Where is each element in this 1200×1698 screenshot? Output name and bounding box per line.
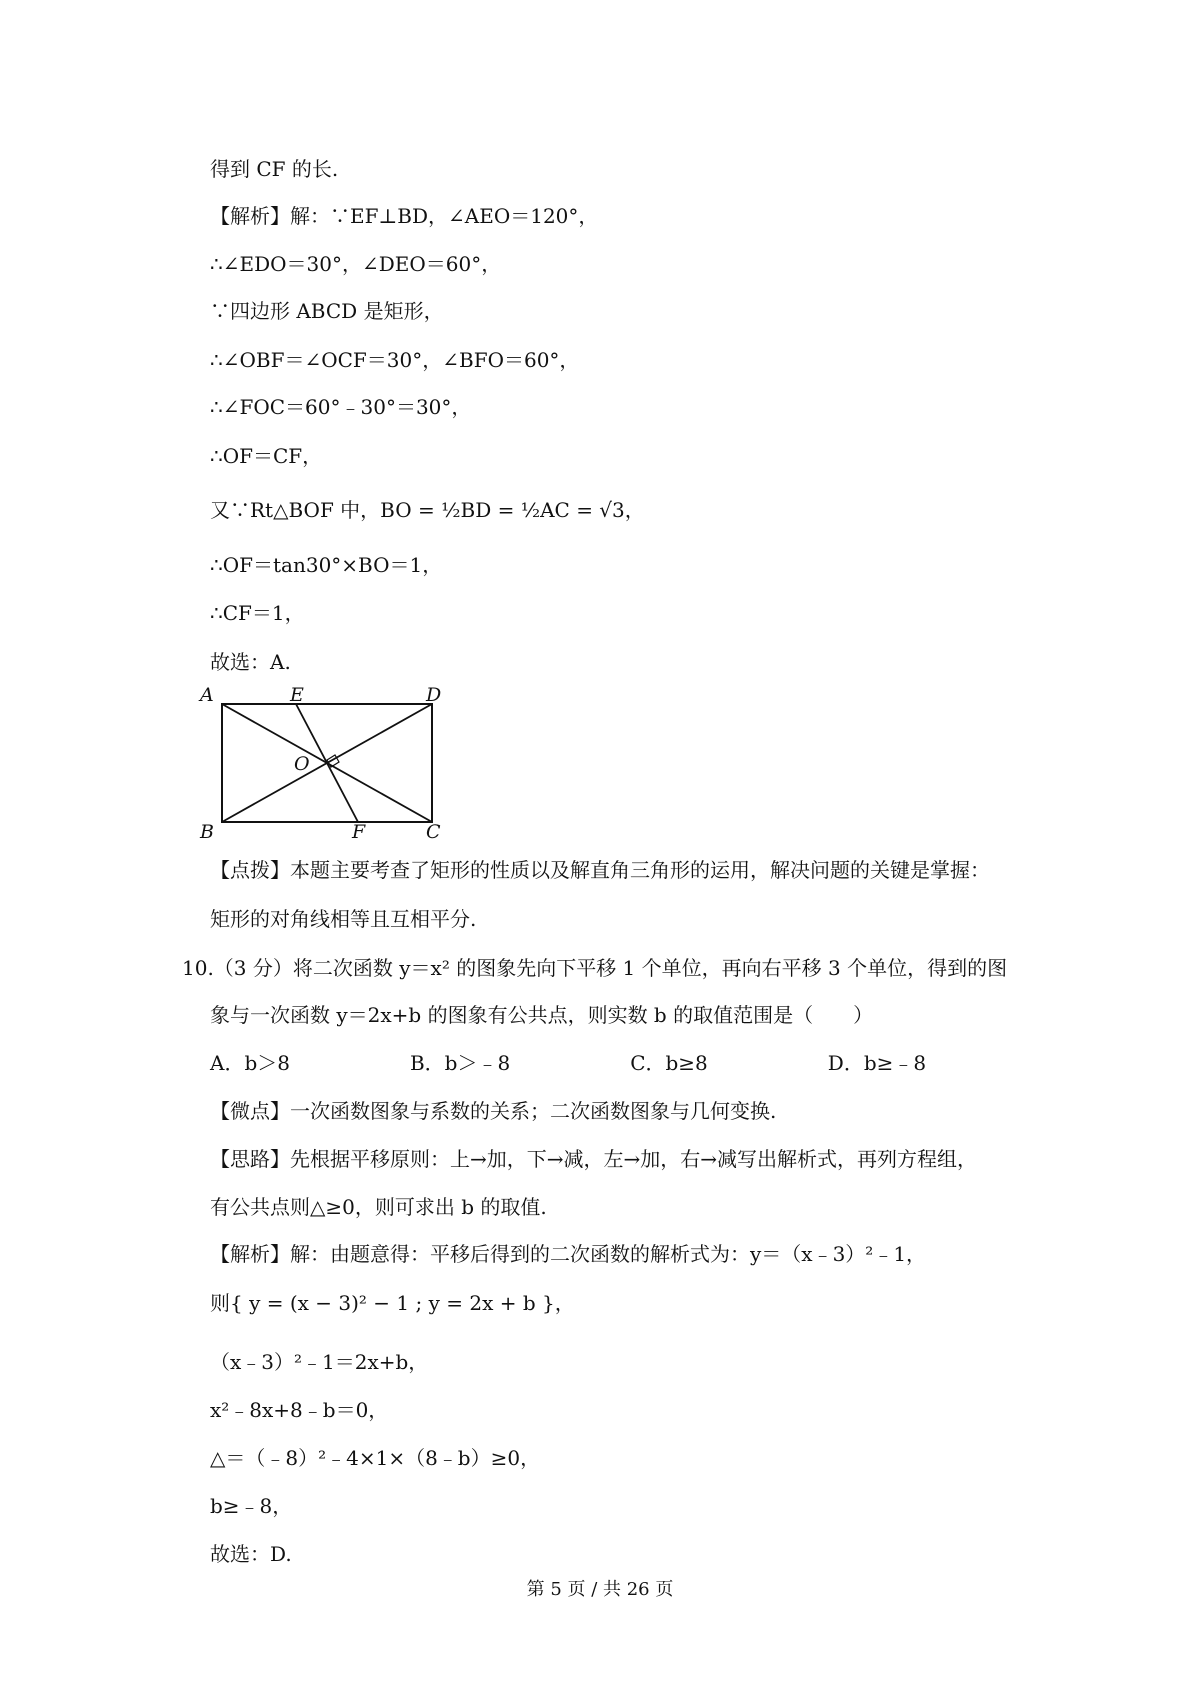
text-line: （x﹣3）²﹣1＝2x+b， <box>210 1350 429 1374</box>
text-line: x²﹣8x+8﹣b＝0， <box>210 1398 389 1422</box>
text-line: 【思路】先根据平移原则：上→加，下→减，左→加，右→减写出解析式，再列方程组， <box>210 1147 978 1171</box>
answer-options: A．b＞8 B．b＞﹣8 C．b≥8 D．b≥﹣8 <box>210 1051 927 1075</box>
label-f: F <box>352 821 366 840</box>
label-e: E <box>290 684 304 706</box>
question-10-line: 10.（3 分）将二次函数 y＝x² 的图象先向下平移 1 个单位，再向右平移 3 个单位，得到的图 <box>182 956 1008 980</box>
text-line: 象与一次函数 y＝2x+b 的图象有公共点，则实数 b 的取值范围是（ ） <box>210 1003 874 1027</box>
text-line: 故选：A. <box>210 650 291 674</box>
rectangle-figure <box>198 682 448 840</box>
text-line: ∴∠FOC＝60°﹣30°＝30°， <box>210 395 472 419</box>
text-line: 【解析】解：∵EF⊥BD，∠AEO＝120°， <box>210 204 599 228</box>
text-line: ∴OF＝tan30°×BO＝1， <box>210 553 443 577</box>
label-o: O <box>294 753 310 775</box>
text-line: 有公共点则△≥0，则可求出 b 的取值. <box>210 1195 547 1219</box>
text-line: 【解析】解：由题意得：平移后得到的二次函数的解析式为：y＝（x﹣3）²﹣1， <box>210 1242 927 1266</box>
text-line: 又∵Rt△BOF 中，BO = ½BD = ½AC = √3， <box>210 498 645 522</box>
text-line: 矩形的对角线相等且互相平分. <box>210 907 477 931</box>
page-footer: 第 5 页 / 共 26 页 <box>526 1579 674 1600</box>
text-line: △＝（﹣8）²﹣4×1×（8﹣b）≥0， <box>210 1446 541 1470</box>
text-line: ∴OF＝CF， <box>210 444 323 468</box>
label-b: B <box>200 821 214 840</box>
label-d: D <box>426 684 442 706</box>
text-line: 得到 CF 的长. <box>210 157 339 181</box>
text-line: ∴∠EDO＝30°，∠DEO＝60°， <box>210 252 502 276</box>
text-line: 【点拨】本题主要考查了矩形的性质以及解直角三角形的运用，解决问题的关键是掌握： <box>210 858 990 882</box>
text-line: ∴CF＝1， <box>210 601 305 625</box>
text-line: 故选：D. <box>210 1542 292 1566</box>
label-a: A <box>200 684 214 706</box>
equation-system-line: 则{ y = (x − 3)² − 1 ; y = 2x + b }， <box>210 1291 575 1315</box>
text-line: b≥﹣8， <box>210 1494 293 1518</box>
text-line: 【微点】一次函数图象与系数的关系；二次函数图象与几何变换. <box>210 1099 777 1123</box>
text-line: ∴∠OBF＝∠OCF＝30°，∠BFO＝60°， <box>210 348 580 372</box>
label-c: C <box>426 821 441 840</box>
text-line: ∵四边形 ABCD 是矩形， <box>210 299 444 323</box>
